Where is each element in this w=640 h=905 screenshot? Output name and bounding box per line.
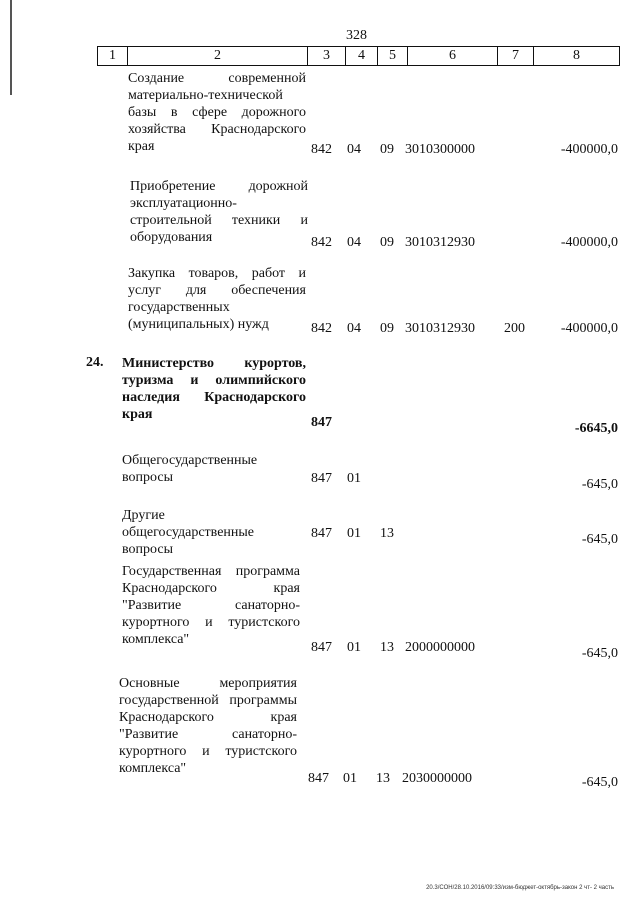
row-col3: 842 xyxy=(311,142,332,157)
row-col3: 847 xyxy=(311,471,332,486)
row-col8: -645,0 xyxy=(581,775,618,790)
row-col8: -400000,0 xyxy=(560,321,618,336)
row-col8: -400000,0 xyxy=(560,235,618,250)
row-col5: 09 xyxy=(380,142,394,157)
row-description: Приобретение дорожной эксплуатационно-строительной техники и оборудования xyxy=(130,179,308,245)
row-col4: 01 xyxy=(347,526,361,541)
column-header-4: 4 xyxy=(346,47,378,66)
column-header-row xyxy=(98,47,620,66)
row-description: Общегосударственные вопросы xyxy=(122,453,258,485)
row-col8: -645,0 xyxy=(581,532,618,547)
column-header-1: 1 xyxy=(98,47,128,66)
row-col4: 01 xyxy=(347,471,361,486)
row-col7: 200 xyxy=(504,321,525,336)
row-description: Основные мероприятия государственной программы Краснодарского края "Развитие санаторно-курортного и туристского комплекса" xyxy=(119,676,297,776)
row-col5: 13 xyxy=(380,526,394,541)
row-description: Государственная программа Краснодарского края "Развитие санаторно-курортного и туристского комплекса" xyxy=(122,564,300,647)
row-description: Закупка товаров, работ и услуг для обеспечения государственных (муниципальных) нужд xyxy=(128,266,306,332)
row-col3: 847 xyxy=(311,640,332,655)
margin-line xyxy=(10,0,12,95)
row-col5: 13 xyxy=(380,640,394,655)
column-header-6: 6 xyxy=(408,47,498,66)
row-col4: 01 xyxy=(343,771,357,786)
row-col8: -6645,0 xyxy=(574,421,618,436)
footer-file-stamp: 20.3/СОН/28.10.2016/09:33/изм-бюджет-октябрь-закон 2 чт- 2 часть xyxy=(426,885,614,891)
column-header-2: 2 xyxy=(128,47,308,66)
row-col8: -400000,0 xyxy=(560,142,618,157)
row-col6: 2000000000 xyxy=(405,640,475,655)
column-header-5: 5 xyxy=(378,47,408,66)
column-header-7: 7 xyxy=(498,47,534,66)
row-description: Министерство курортов, туризма и олимпийского наследия Краснодарского края xyxy=(122,356,306,422)
row-col3: 847 xyxy=(311,415,332,430)
row-col8: -645,0 xyxy=(581,477,618,492)
row-col3: 847 xyxy=(308,771,329,786)
row-number: 24. xyxy=(86,355,104,370)
column-header-table xyxy=(97,46,620,66)
row-col4: 04 xyxy=(347,235,361,250)
row-col4: 04 xyxy=(347,321,361,336)
column-header-3: 3 xyxy=(308,47,346,66)
row-col6: 3010312930 xyxy=(405,235,475,250)
row-col6: 3010312930 xyxy=(405,321,475,336)
row-description: Другие общегосударственные вопросы xyxy=(122,508,255,557)
row-col5: 09 xyxy=(380,235,394,250)
row-col4: 01 xyxy=(347,640,361,655)
row-col4: 04 xyxy=(347,142,361,157)
row-col6: 2030000000 xyxy=(402,771,472,786)
row-col8: -645,0 xyxy=(581,646,618,661)
row-col6: 3010300000 xyxy=(405,142,475,157)
row-col5: 09 xyxy=(380,321,394,336)
row-col5: 13 xyxy=(376,771,390,786)
page-number: 328 xyxy=(346,28,367,43)
row-col3: 842 xyxy=(311,235,332,250)
row-col3: 842 xyxy=(311,321,332,336)
row-col3: 847 xyxy=(311,526,332,541)
column-header-8: 8 xyxy=(534,47,620,66)
row-description: Создание современной материально-технической базы в сфере дорожного хозяйства Краснодарского края xyxy=(128,71,306,154)
